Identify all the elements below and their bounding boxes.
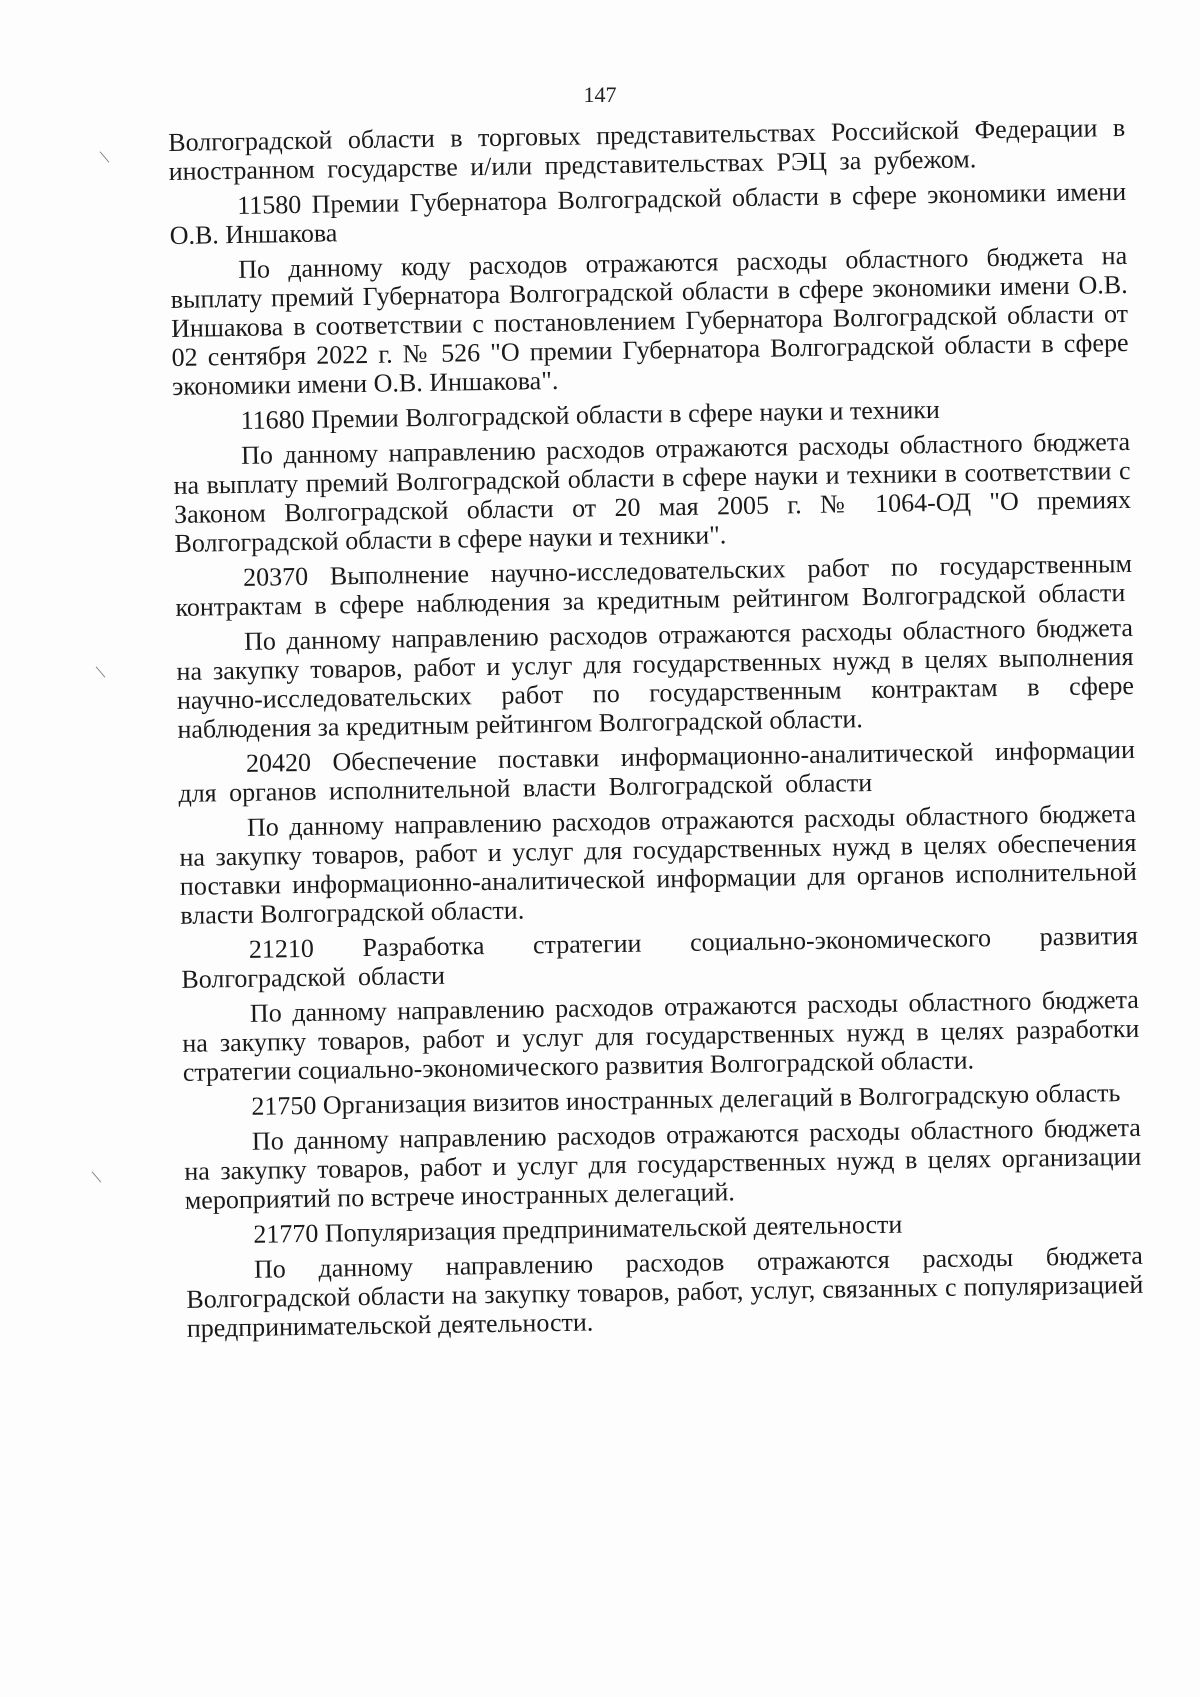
paragraph-continuation: Волгоградской области в торговых представительствах Российской Федерации в иностранном государстве и/или представительствах РЭЦ за рубежом. [168,112,1126,186]
section-heading: 11680 Премии Волгоградской области в сфере науки и техники [240,394,941,435]
scan-mark [96,666,106,677]
paragraph: По данному направлению расходов отражаются расходы областного бюджета на выплату премий Волгоградской области в сфере науки и техники в соответствии с Законом Волгоградской области от 20 мая 2005 г. № 1064-ОД "О премиях Волгоградской области в сфере науки и техники". [173,426,1132,558]
section-heading: 21210 Разработка стратегии социально-экономического развития Волгоградской области [181,920,1139,994]
section-heading: 11580 Премии Губернатора Волгоградской области в сфере экономики имени О.В. Иншакова [169,176,1127,250]
scan-mark [92,1171,102,1182]
scan-mark [100,151,110,162]
section-heading: 20370 Выполнение научно-исследовательских работ по государственным контрактам в сфере наблюдения за кредитным рейтингом Волгоградской области [175,548,1133,622]
section-heading: 21770 Популяризация предпринимательской деятельности [253,1209,903,1249]
section-heading: 21750 Организация визитов иностранных делегаций в Волгоградскую область [251,1078,1121,1121]
paragraph: По данному коду расходов отражаются расходы областного бюджета на выплату премий Губернатора Волгоградской области в сфере экономики имени О.В. Иншакова в соответствии с постановлением Губернатора Волгоградской области от 02 сентября 2022 г. № 526 "О премии Губернатора Волгоградской области в сфере экономики имени О.В. Иншакова". [170,240,1129,401]
section-heading: 20420 Обеспечение поставки информационно-аналитической информации для органов исполнительной власти Волгоградской области [178,734,1136,808]
paragraph: По данному направлению расходов отражаются расходы областного бюджета на закупку товаров, работ и услуг для государственных нужд в целях обеспечения поставки информационно-аналитической информации для органов исполнительной власти Волгоградской области. [179,798,1138,930]
document-body [168,113,1144,1349]
paragraph: По данному направлению расходов отражаются расходы областного бюджета на закупку товаров, работ и услуг для государственных нужд в целях выполнения научно-исследовательских работ по государственным контрактам в сфере наблюдения за кредитным рейтингом Волгоградской области. [176,612,1135,744]
paragraph: По данному направлению расходов отражаются расходы областного бюджета на закупку товаров, работ и услуг для государственных нужд в целях организации мероприятий по встрече иностранных делегаций. [184,1112,1142,1215]
paragraph: По данному направлению расходов отражаются расходы бюджета Волгоградской области на закупку товаров, работ, услуг, связанных с популяризацией предпринимательской деятельности. [186,1240,1144,1343]
paragraph: По данному направлению расходов отражаются расходы областного бюджета на закупку товаров, работ и услуг для государственных нужд в целях разработки стратегии социально-экономического развития Волгоградской области. [182,984,1140,1087]
page-number: 147 [583,82,617,107]
